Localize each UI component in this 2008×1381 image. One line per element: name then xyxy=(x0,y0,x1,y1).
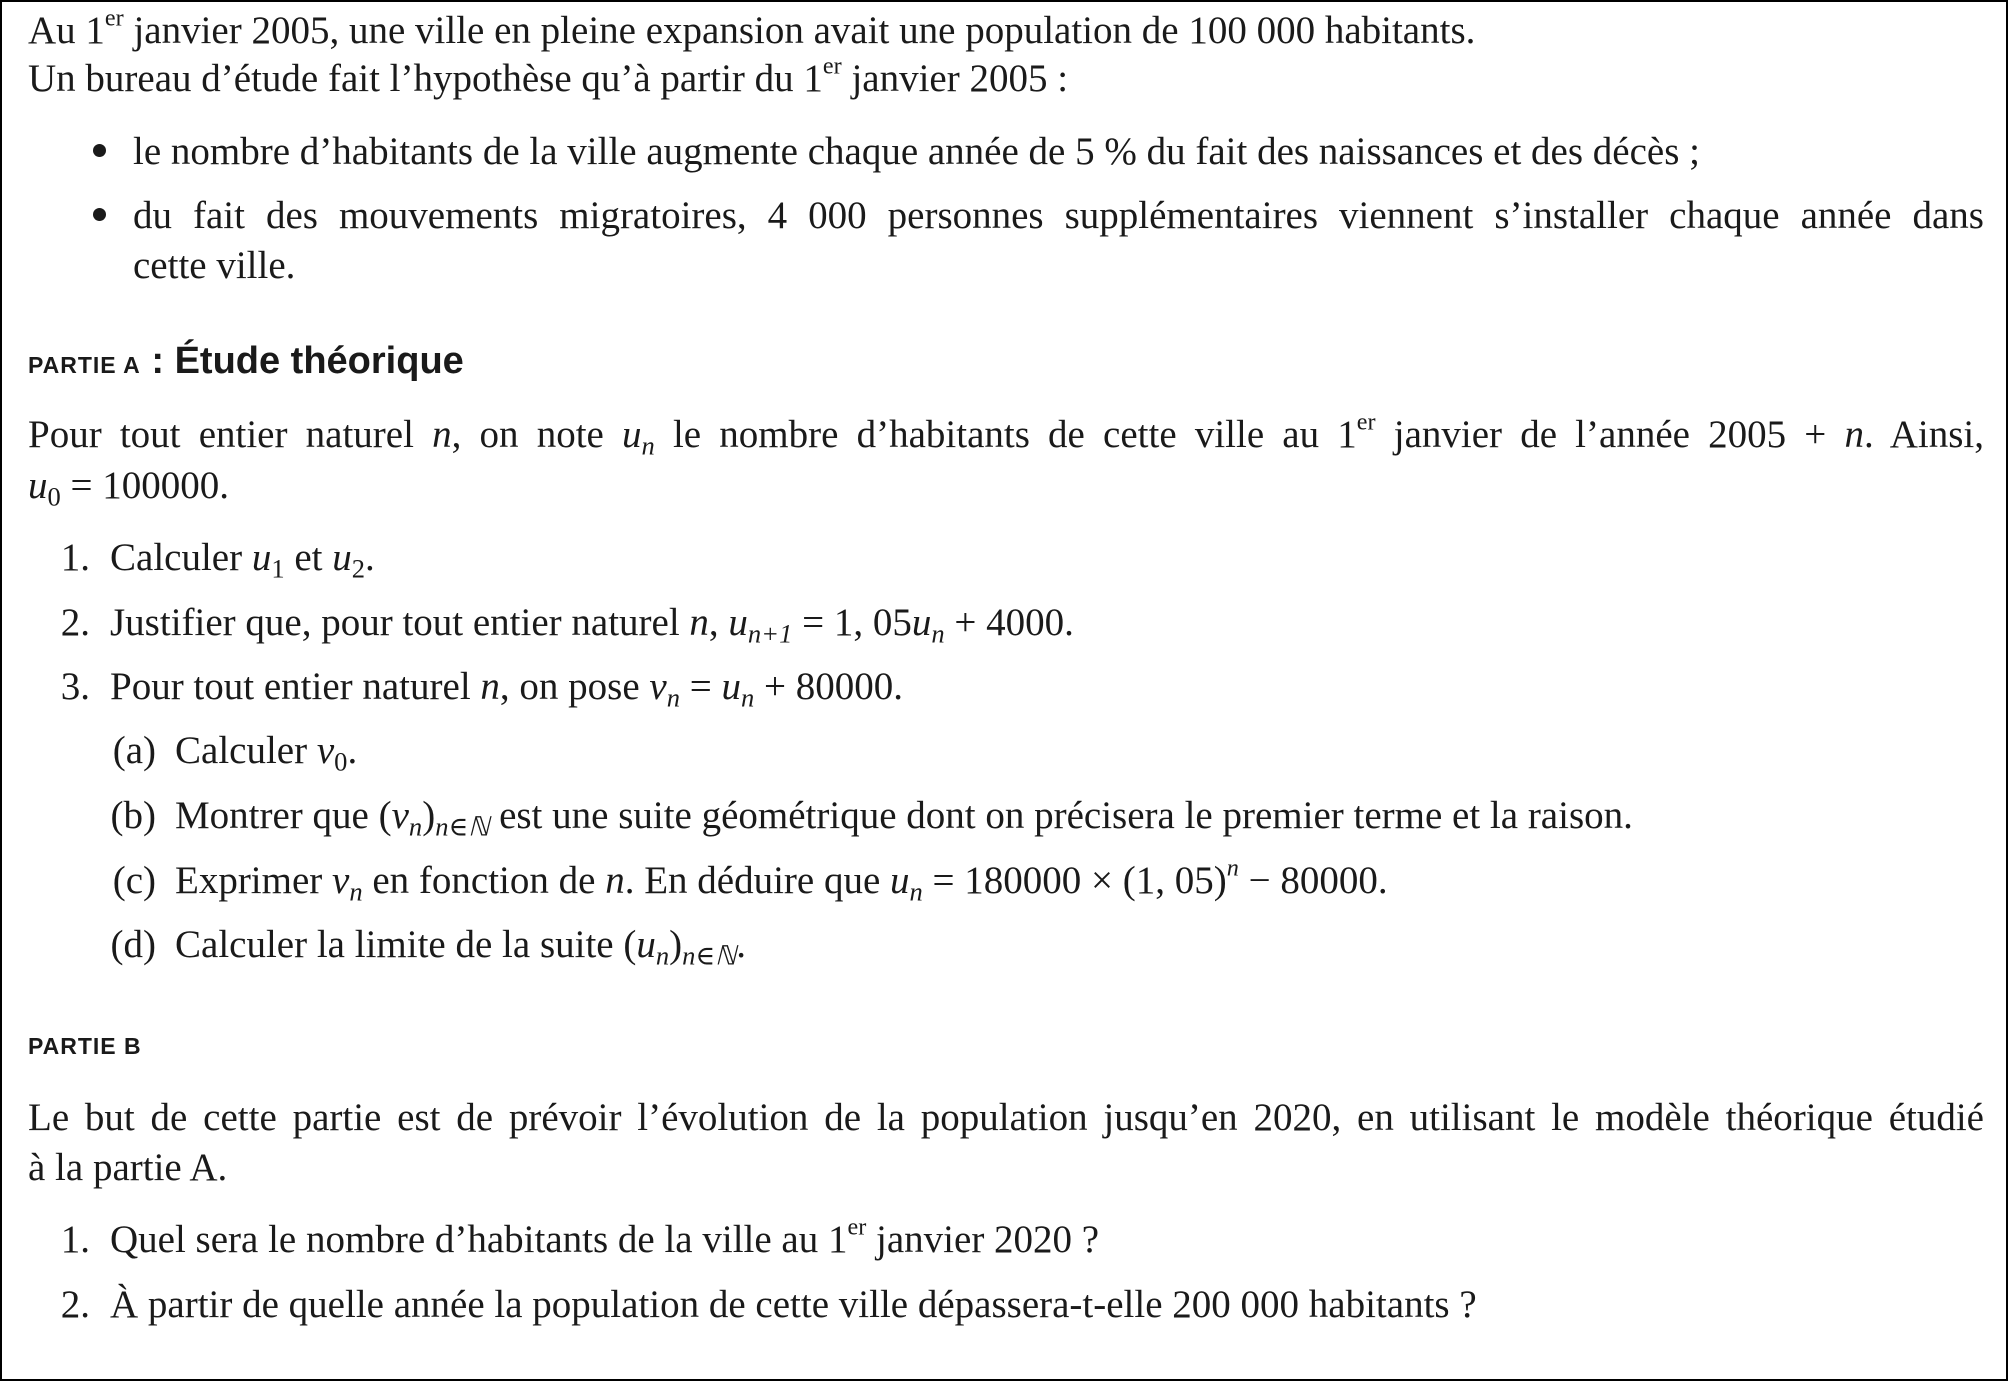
part-b-question-1 xyxy=(110,1213,1100,1261)
bullet-icon xyxy=(93,208,106,221)
question-number: 2. xyxy=(60,1283,90,1326)
text-fragment: n xyxy=(689,601,709,644)
text-fragment: 1 xyxy=(271,553,285,584)
intro-line-2 xyxy=(28,52,1069,100)
text-fragment: n xyxy=(605,859,625,902)
text-fragment: er xyxy=(847,1213,867,1241)
subquestion-label: (a) xyxy=(112,729,156,772)
text-fragment: 0 xyxy=(47,481,61,512)
text-fragment: = 1, 05 xyxy=(792,601,912,644)
text-fragment: n xyxy=(1844,413,1864,456)
bullet-item-2-line-1: du fait des mouvements migratoires, 4 000 personnes supplémentaires viennent s’installer chaque année dans xyxy=(133,194,1984,237)
text-fragment: n xyxy=(655,940,670,971)
part-a-question-3d xyxy=(175,923,746,971)
question-number: 2. xyxy=(60,601,90,644)
text-fragment: , on pose xyxy=(499,665,650,708)
text-fragment: u xyxy=(890,859,910,902)
text-fragment: ) xyxy=(669,923,683,966)
part-a-question-1 xyxy=(110,536,375,584)
text-fragment: n xyxy=(641,430,655,461)
text-fragment: er xyxy=(1356,408,1376,436)
subquestion-label: (b) xyxy=(110,794,156,837)
intro-line-1-text-a: Au 1 xyxy=(28,9,105,52)
text-fragment: = xyxy=(679,665,722,708)
text-fragment: , xyxy=(708,601,729,644)
text-fragment: et xyxy=(284,536,333,579)
text-fragment: n xyxy=(408,811,423,842)
question-number: 1. xyxy=(60,1218,90,1261)
text-fragment: − 80000. xyxy=(1238,859,1388,902)
text-fragment: u xyxy=(251,536,272,579)
text-fragment: n xyxy=(480,665,500,708)
text-fragment: v xyxy=(332,859,350,902)
text-fragment: u xyxy=(28,464,48,507)
text-fragment: janvier de l’année 2005 + xyxy=(1375,413,1845,456)
intro-line-2-sup: er xyxy=(822,52,842,80)
part-a-question-3b xyxy=(175,794,1633,842)
text-fragment: Quel sera le nombre d’habitants de la ville au 1 xyxy=(110,1218,848,1261)
text-fragment: u xyxy=(332,536,352,579)
text-fragment: v xyxy=(649,665,667,708)
part-a-paragraph-line-2 xyxy=(28,464,230,512)
text-fragment: en fonction de xyxy=(362,859,606,902)
bullet-item-1: le nombre d’habitants de la ville augmente chaque année de 5 % du fait des naissances et des décès ; xyxy=(133,130,1700,173)
text-fragment: + 80000. xyxy=(754,665,903,708)
text-fragment: Exprimer xyxy=(175,859,333,902)
intro-line-1-text-b: janvier 2005, une ville en pleine expansion avait une population de 100 000 habitants. xyxy=(123,9,1476,52)
text-fragment: n xyxy=(909,876,923,907)
text-fragment: u xyxy=(622,413,642,456)
text-fragment: . xyxy=(347,729,358,772)
part-a-heading xyxy=(28,341,464,380)
text-fragment: Calculer xyxy=(175,729,317,772)
text-fragment: Calculer la limite de la suite ( xyxy=(175,923,637,966)
text-fragment: le nombre d’habitants de cette ville au 1 xyxy=(654,413,1357,456)
intro-line-1 xyxy=(28,4,1476,52)
text-fragment: , on note xyxy=(451,413,623,456)
subquestion-label: (d) xyxy=(110,923,156,966)
text-fragment: n∈ℕ xyxy=(435,811,490,842)
text-fragment: . En déduire que xyxy=(624,859,891,902)
text-fragment: n xyxy=(740,682,755,713)
part-a-title: Étude théorique xyxy=(174,340,464,382)
text-fragment: n+1 xyxy=(747,618,793,649)
text-fragment: n xyxy=(666,682,680,713)
question-number: 3. xyxy=(60,665,90,708)
bullet-item-2-line-2: cette ville. xyxy=(133,244,296,287)
text-fragment: Montrer que ( xyxy=(175,794,392,837)
text-fragment: u xyxy=(911,601,932,644)
part-b-heading: PARTIE B xyxy=(28,1033,142,1059)
subquestion-label: (c) xyxy=(112,859,156,902)
part-a-question-2 xyxy=(110,601,1074,649)
text-fragment: n xyxy=(432,413,452,456)
question-number: 1. xyxy=(60,536,90,579)
text-fragment: = 100000. xyxy=(60,464,230,507)
part-b-question-2: À partir de quelle année la population de cette ville dépassera-t-elle 200 000 habitants ? xyxy=(110,1283,1477,1326)
part-a-question-3a xyxy=(175,729,358,777)
part-a-paragraph-line-1 xyxy=(28,408,1985,461)
part-b-paragraph-line-2: à la partie A. xyxy=(28,1146,228,1189)
text-fragment: est une suite géométrique dont on précisera le premier terme et la raison. xyxy=(489,794,1633,837)
text-fragment: v xyxy=(391,794,409,837)
text-fragment: u xyxy=(636,923,656,966)
bullet-icon xyxy=(93,144,106,157)
part-b-paragraph-line-1: Le but de cette partie est de prévoir l’évolution de la population jusqu’en 2020, en utilisant le modèle théorique étudié xyxy=(28,1096,1984,1139)
text-fragment: . xyxy=(736,923,746,966)
text-fragment: v xyxy=(316,729,335,772)
text-fragment: Justifier que, pour tout entier naturel xyxy=(110,601,690,644)
part-a-label: PARTIE A xyxy=(28,352,141,378)
text-fragment: = 180000 × (1, 05) xyxy=(922,859,1227,902)
text-fragment: Calculer xyxy=(110,536,252,579)
text-fragment: ) xyxy=(422,794,436,837)
text-fragment: + 4000. xyxy=(944,601,1074,644)
intro-line-1-sup: er xyxy=(104,4,124,32)
text-fragment: 0 xyxy=(334,746,348,777)
text-fragment: n xyxy=(931,618,945,649)
text-fragment: u xyxy=(721,665,741,708)
intro-line-2-text-a: Un bureau d’étude fait l’hypothèse qu’à partir du 1 xyxy=(28,57,823,100)
text-fragment: janvier 2020 ? xyxy=(866,1218,1100,1261)
part-a-question-3 xyxy=(110,665,903,713)
text-fragment: Pour tout entier naturel xyxy=(28,413,433,456)
text-fragment: u xyxy=(728,601,748,644)
text-fragment: . Ainsi, xyxy=(1863,413,1985,456)
text-fragment: Pour tout entier naturel xyxy=(110,665,481,708)
intro-line-2-text-b: janvier 2005 : xyxy=(841,57,1069,100)
text-fragment: n xyxy=(1226,854,1239,882)
part-a-question-3c xyxy=(175,854,1388,907)
text-fragment: n∈ℕ xyxy=(682,940,737,971)
text-fragment: . xyxy=(365,536,375,579)
part-a-separator: : xyxy=(140,340,175,382)
text-fragment: 2 xyxy=(351,553,366,584)
text-fragment: n xyxy=(349,876,363,907)
